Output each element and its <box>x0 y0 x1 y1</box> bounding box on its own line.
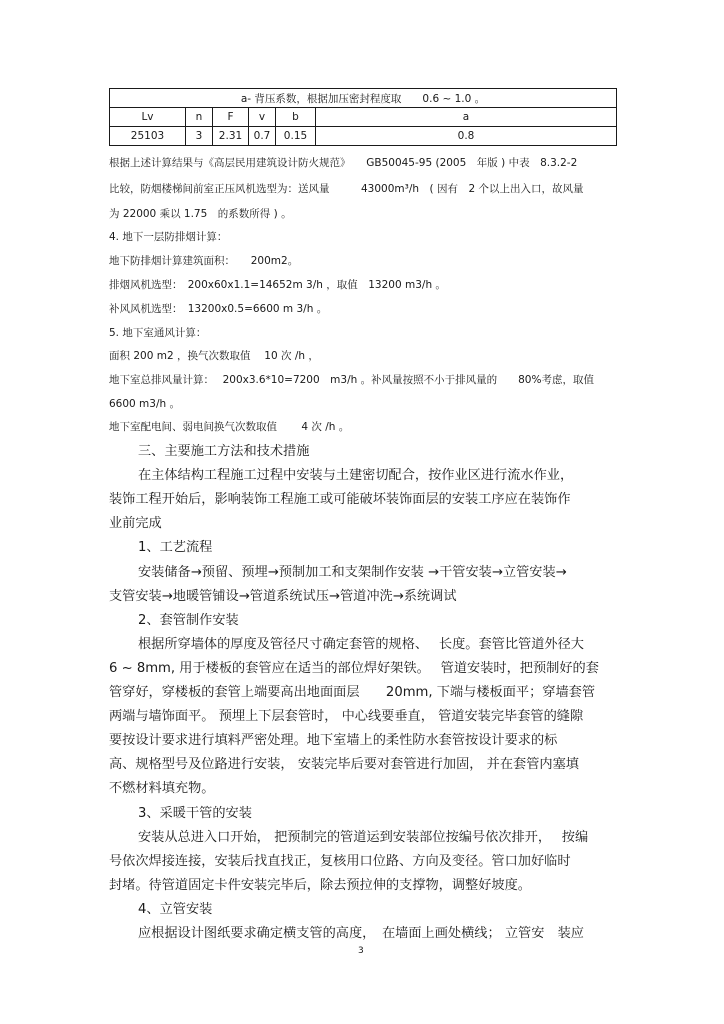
calc-line: 地下防排烟计算建筑面积： 200m2。 <box>109 255 299 267</box>
table-cell: 2.31 <box>213 127 249 146</box>
column-header: F <box>213 108 249 127</box>
calc-line: 为 22000 乘以 1.75 的系数所得 ) 。 <box>109 208 292 220</box>
column-header: b <box>276 108 316 127</box>
subsection-heading: 2、套管制作安装 <box>138 613 239 628</box>
table-header-note: a- 背压系数，根据加压密封程度取 0.6 ~ 1.0 。 <box>110 89 617 108</box>
calc-line: 排烟风机选型： 200x60x1.1=14652m 3/h ，取值 13200 m3/h 。 <box>109 279 446 291</box>
calc-line: 比较，防烟楼梯间前室正压风机选型为：送风量 43000m³/h ( 因有 2 个以上出入口，故风量 <box>109 183 584 195</box>
body-line: 根据所穿墙体的厚度及管径尺寸确定套管的规格、 长度。套管比管道外径大 <box>138 637 584 652</box>
section-heading: 4. 地下一层防排烟计算： <box>109 231 228 243</box>
body-line: 在主体结构工程施工过程中安装与土建密切配合，按作业区进行流水作业， <box>138 468 574 483</box>
body-line: 两端与墙饰面平。 预埋上下层套管时， 中心线要垂直， 管道安装完毕套管的缝隙 <box>109 709 584 724</box>
table-cell: 25103 <box>110 127 186 146</box>
table-cell: 0.7 <box>249 127 276 146</box>
table-cell: 0.8 <box>316 127 617 146</box>
subsection-heading: 1、工艺流程 <box>138 540 213 555</box>
table-cell: 0.15 <box>276 127 316 146</box>
calc-line: 地下室总排风量计算： 200x3.6*10=7200 m3/h 。补风量按照不小于排风量的 80%考虑，取值 <box>109 374 594 386</box>
column-header: n <box>186 108 213 127</box>
subsection-heading: 3、采暖干管的安装 <box>138 806 252 821</box>
body-line: 安装储备→预留、预埋→预制加工和支架制作安装 →干管安装→立管安装→ <box>138 565 567 580</box>
body-line: 应根据设计图纸要求确定横支管的高度， 在墙面上画处横线； 立管安 装应 <box>138 926 584 941</box>
column-header: a <box>316 108 617 127</box>
body-line: 管穿好，穿楼板的套管上端要高出地面面层 20mm, 下端与楼板面平；穿墙套管 <box>109 685 596 700</box>
body-line: 装饰工程开始后，影响装饰工程施工或可能破坏装饰面层的安装工序应在装饰作 <box>109 492 571 507</box>
calc-line: 根据上述计算结果与《高层民用建筑设计防火规范》 GB50045-95 (2005 年版 ) 中表 8.3.2-2 <box>109 157 578 169</box>
body-line: 业前完成 <box>109 516 162 531</box>
calc-line: 地下室配电间、弱电间换气次数取值 4 次 /h 。 <box>109 421 350 433</box>
column-header: Lv <box>110 108 186 127</box>
body-line: 高、规格型号及位路进行安装， 安装完毕后要对套管进行加固， 并在套管内塞填 <box>109 757 579 772</box>
body-line: 6 ~ 8mm, 用于楼板的套管应在适当的部位焊好架铁。 管道安装时，把预制好的套 <box>109 661 599 676</box>
body-line: 号依次焊接连接，安装后找直找正，复核用口位路、方向及变径。管口加好临时 <box>109 854 571 869</box>
section-heading: 5. 地下室通风计算： <box>109 327 207 339</box>
calc-line: 补风风机选型： 13200x0.5=6600 m 3/h 。 <box>109 303 328 315</box>
table-row <box>110 108 617 127</box>
table-cell: 3 <box>186 127 213 146</box>
column-header: v <box>249 108 276 127</box>
calc-line: 6600 m3/h 。 <box>109 398 180 410</box>
body-line: 安装从总进入口开始， 把预制完的管道运到安装部位按编号依次排开， 按编 <box>138 830 589 845</box>
chapter-heading: 三、主要施工方法和技术措施 <box>138 444 310 459</box>
subsection-heading: 4、立管安装 <box>138 902 213 917</box>
table-row <box>110 127 617 146</box>
body-line: 要按设计要求进行填料严密处理。地下室墙上的柔性防水套管按设计要求的标 <box>109 733 558 748</box>
body-line: 封堵。待管道固定卡件安装完毕后，除去预拉伸的支撑物，调整好坡度。 <box>109 878 531 893</box>
body-line: 不燃材料填充物。 <box>109 781 215 796</box>
body-line: 支管安装→地暖管铺设→管道系统试压→管道冲洗→系统调试 <box>109 589 457 604</box>
parameter-table <box>109 88 617 146</box>
calc-line: 面积 200 m2 ，换气次数取值 10 次 /h ， <box>109 350 319 362</box>
page-number: 3 <box>358 946 364 956</box>
